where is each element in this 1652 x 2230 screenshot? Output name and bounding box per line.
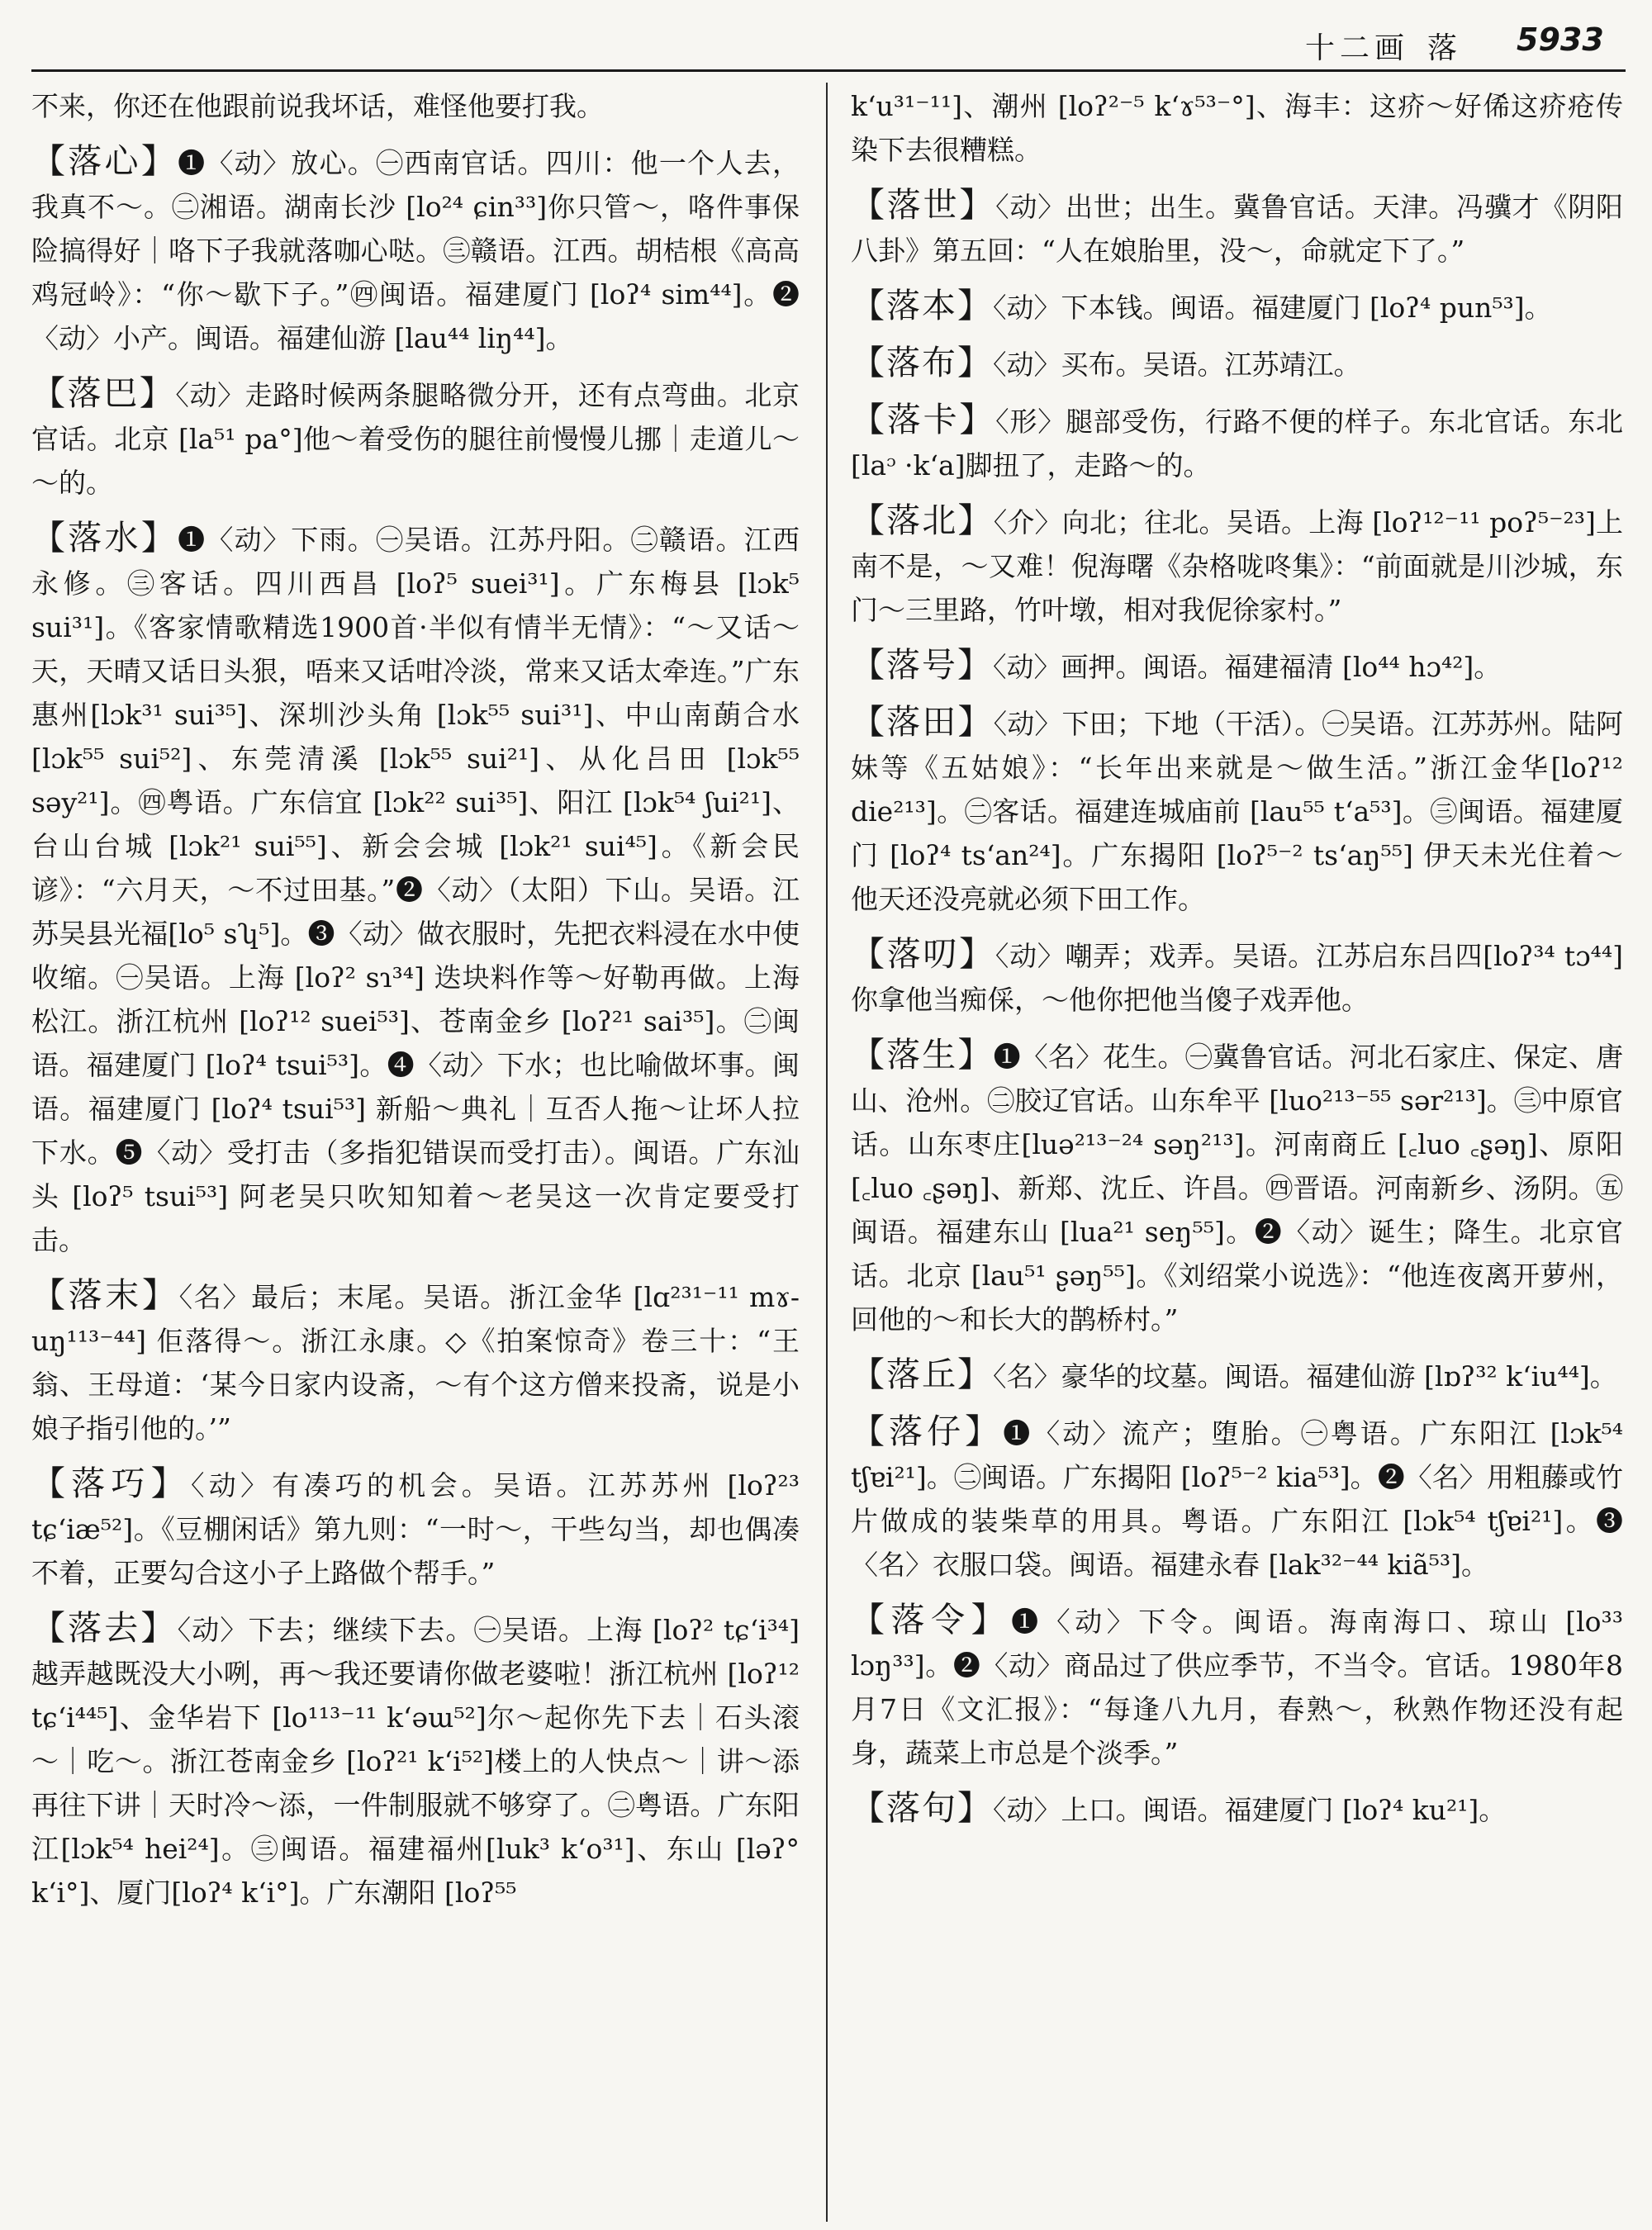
continuation-text: 不来，你还在他跟前说我坏话，难怪他要打我。 <box>31 90 604 122</box>
entry-headword: 【落水】 <box>31 518 178 558</box>
entry-luoqu <box>31 1606 800 1914</box>
entry-headword: 【落巧】 <box>31 1464 192 1503</box>
entry-headword: 【落卡】 <box>851 400 996 439</box>
page-number: 5933 <box>1517 21 1604 58</box>
section-label: 十二画 <box>1305 31 1410 65</box>
entry-headword: 【落丘】 <box>851 1355 993 1394</box>
entry-luobei <box>851 499 1623 632</box>
entry-text: 〈动〉下去；继续下去。㊀吴语。上海 [loʔ² tɕʻi³⁴] 越弄越既没大小咧，再～我还要请你做老婆啦！浙江杭州 [loʔ¹² tɕʻi⁴⁴⁵]、金华岩下 [lo¹¹³⁻¹¹ kʻəɯ⁵²]尔～起你先下去｜石头滚～｜吃～。浙江苍南金乡 [loʔ²¹ kʻi⁵²]楼上的人快点～｜讲～添再往下讲｜天时冷～添，一件制服就不够穿了。㊁粤语。广东阳江[lɔk⁵⁴ hei²⁴]。㊂闽语。福建福州[luk³ kʻo³¹]、东山 [ləʔ° kʻi°]、厦门[loʔ⁴ kʻi°]。广东潮阳 [loʔ⁵⁵ <box>31 1614 800 1909</box>
entry-luotian <box>851 700 1623 921</box>
entry-headword: 【落本】 <box>851 286 993 325</box>
entry-luoju <box>851 1786 1623 1832</box>
entry-headword: 【落仔】 <box>851 1412 1004 1451</box>
entry-text: ❶〈动〉下雨。㊀吴语。江苏丹阳。㊁赣语。江西永修。㊂客话。四川西昌 [loʔ⁵ suei³¹]。广东梅县 [lɔk⁵ sui³¹]。《客家情歌精选1900首·半似有情半无情》：“～又话～天，天晴又话日头狠，唔来又话咁冷淡，常来又话太牵连。”广东惠州[lɔk³¹ sui³⁵]、深圳沙头角 [lɔk⁵⁵ sui³¹]、中山南蓢合水 [lɔk⁵⁵ sui⁵²]、东莞清溪 [lɔk⁵⁵ sui²¹]、从化吕田 [lɔk⁵⁵ səy²¹]。㊃粤语。广东信宜 [lɔk²² sui³⁵]、阳江 [lɔk⁵⁴ ʃui²¹]、台山台城 [lɔk²¹ sui⁵⁵]、新会会城 [lɔk²¹ sui⁴⁵]。《新会民谚》：“六月天，～不过田基。”❷〈动〉（太阳）下山。吴语。江苏吴县光福[lo⁵ sʮ⁵]。❸〈动〉做衣服时，先把衣料浸在水中使收缩。㊀吴语。上海 [loʔ² sɿ³⁴] 迭块料作等～好勒再做。上海松江。浙江杭州 [loʔ¹² suei⁵³]、苍南金乡 [loʔ²¹ sai³⁵]。㊁闽语。福建厦门 [loʔ⁴ tsui⁵³]。❹〈动〉下水；也比喻做坏事。闽语。福建厦门 [loʔ⁴ tsui⁵³] 新船～典礼｜互否人拖～让坏人拉下水。❺〈动〉受打击（多指犯错误而受打击）。闽语。广东汕头 [loʔ⁵ tsui⁵³] 阿老吴只吹知知着～老吴这一次肯定要受打击。 <box>31 524 800 1256</box>
entry-luozai <box>851 1410 1623 1587</box>
entry-text: 〈动〉画押。闽语。福建福清 [lo⁴⁴ hɔ⁴²]。 <box>993 651 1502 683</box>
entry-text: ❶〈动〉流产；堕胎。㊀粤语。广东阳江 [lɔk⁵⁴ tʃɐi²¹]。㊁闽语。广东揭阳 [loʔ⁵⁻² kia⁵³]。❷〈名〉用粗藤或竹片做成的装柴草的用具。粤语。广东阳江 [lɔk⁵⁴ tʃɐi²¹]。❸〈名〉衣服口袋。闽语。福建永春 [lak³²⁻⁴⁴ kiã⁵³]。 <box>851 1417 1624 1581</box>
entry-text: ❶〈动〉放心。㊀西南官话。四川：他一个人去，我真不～。㊁湘语。湖南长沙 [lo²⁴ ɕin³³]你只管～，咯件事保险搞得好｜咯下子我就落咖心哒。㊂赣语。江西。胡桔根《高高鸡冠岭》：“你～歇下子。”㊃闽语。福建厦门 [loʔ⁴ sim⁴⁴]。❷〈动〉小产。闽语。福建仙游 [lau⁴⁴ liŋ⁴⁴]。 <box>31 147 800 354</box>
entry-text: 〈动〉下本钱。闽语。福建厦门 [loʔ⁴ pun⁵³]。 <box>993 292 1552 324</box>
entry-luoshui <box>31 516 800 1262</box>
header-rule <box>31 69 1626 72</box>
entry-headword: 【落句】 <box>851 1788 993 1828</box>
entry-headword: 【落心】 <box>31 141 178 181</box>
entry-luodao <box>851 932 1623 1022</box>
entry-luoxin <box>31 140 800 360</box>
entry-text: 〈动〉买布。吴语。江苏靖江。 <box>993 349 1361 381</box>
entry-headword: 【落北】 <box>851 501 994 540</box>
entry-luosheng <box>851 1033 1623 1341</box>
entry-headword: 【落末】 <box>31 1275 179 1315</box>
entry-headword: 【落令】 <box>851 1600 1012 1639</box>
entry-luoba <box>31 372 800 505</box>
entry-text: 〈动〉嘲弄；戏弄。吴语。江苏启东吕四[loʔ³⁴ tɔ⁴⁴]你拿他当痴倸，～他你把他当傻子戏弄他。 <box>851 940 1624 1016</box>
entry-text: 〈名〉豪华的坟墓。闽语。福建仙游 [lɒʔ³² kʻiu⁴⁴]。 <box>993 1360 1617 1393</box>
entry-headword: 【落生】 <box>851 1035 994 1075</box>
entry-headword: 【落世】 <box>851 185 996 225</box>
entry-text: 〈动〉上口。闽语。福建厦门 [loʔ⁴ ku²¹]。 <box>993 1794 1507 1826</box>
entry-text: 〈动〉有凑巧的机会。吴语。江苏苏州 [loʔ²³ tɕʻiæ⁵²]。《豆棚闲话》第九则：“一时～，干些勾当，却也偶凑不着，正要勾合这小子上路做个帮手。” <box>31 1469 800 1589</box>
right-column <box>851 83 1623 1843</box>
entry-text: ❶〈动〉下令。闽语。海南海口、琼山 [lo³³ lɔŋ³³]。❷〈动〉商品过了供应季节，不当令。官话。1980年8月7日《文汇报》：“每逢八九月，春熟～，秋熟作物还没有起身，蔬菜上市总是个淡季。” <box>851 1606 1623 1769</box>
entry-text: ❶〈名〉花生。㊀冀鲁官话。河北石家庄、保定、唐山、沧州。㊁胶辽官话。山东牟平 [luo²¹³⁻⁵⁵ sər²¹³]。㊂中原官话。山东枣庄[luə²¹³⁻²⁴ səŋ²¹³]。河南商丘 [꜀luo ꜀ʂəŋ]、原阳 [꜀luo ꜀ʂəŋ]、新郑、沈丘、许昌。㊃晋语。河南新乡、汤阴。㊄闽语。福建东山 [lua²¹ seŋ⁵⁵]。❷〈动〉诞生；降生。北京官话。北京 [lau⁵¹ ʂəŋ⁵⁵]。《刘绍棠小说选》：“他连夜离开萝州，回他的～和长大的鹊桥村。” <box>851 1041 1624 1336</box>
column-divider <box>826 83 828 2222</box>
entry-luoling <box>851 1598 1623 1775</box>
entry-headword: 【落巴】 <box>31 373 176 413</box>
entry-headword: 【落去】 <box>31 1608 178 1648</box>
entry-luohao <box>851 643 1623 689</box>
entry-text: 〈介〉向北；往北。吴语。上海 [loʔ¹²⁻¹¹ poʔ⁵⁻²³]上南不是，～又难！倪海曙《杂格咙咚集》：“前面就是川沙城，东门～三里路，竹叶墩，相对我伲徐家村。” <box>851 506 1624 626</box>
entry-luoqiu <box>851 1353 1623 1398</box>
entry-luomo <box>31 1274 800 1450</box>
entry-luoshi <box>851 183 1623 273</box>
entry-luoqiao <box>31 1462 800 1595</box>
entry-luoka <box>851 398 1623 487</box>
entry-headword: 【落叨】 <box>851 934 995 974</box>
entry-headword: 【落布】 <box>851 343 993 382</box>
left-column <box>31 83 800 1926</box>
entry-text: 〈名〉最后；末尾。吴语。浙江金华 [lɑ²³¹⁻¹¹ mɤ-uŋ¹¹³⁻⁴⁴] 佢落得～。浙江永康。◇《拍案惊奇》卷三十：“王翁、王母道：‘某今日家内设斋，～有个这方僧来投斋，说是小娘子指引他的。’” <box>31 1281 800 1445</box>
entry-headword: 【落号】 <box>851 645 993 685</box>
header-headword: 落 <box>1427 31 1458 65</box>
entry-luobu <box>851 341 1623 387</box>
entry-luoben <box>851 284 1623 330</box>
continuation-text: kʻu³¹⁻¹¹]、潮州 [loʔ²⁻⁵ kʻɤ⁵³⁻°]、海丰：这疥～好俙这疥疮传染下去很糟糕。 <box>851 90 1623 166</box>
entry-text: 〈动〉出世；出生。冀鲁官话。天津。冯骥才《阴阳八卦》第五回：“人在娘胎里，没～，命就定下了。” <box>851 191 1624 267</box>
entry-text: 〈动〉走路时候两条腿略微分开，还有点弯曲。北京官话。北京 [la⁵¹ pa°]他～着受伤的腿往前慢慢儿挪｜走道儿～～的。 <box>31 379 800 499</box>
entry-headword: 【落田】 <box>851 702 994 742</box>
entry-text: 〈形〉腿部受伤，行路不便的样子。东北官话。东北 [laᵓ ·kʻa]脚扭了，走路～的。 <box>851 406 1624 482</box>
entry-text: 〈动〉下田；下地（干活）。㊀吴语。江苏苏州。陆阿妹等《五姑娘》：“长年出来就是～做生活。”浙江金华[loʔ¹² die²¹³]。㊁客话。福建连城庙前 [lau⁵⁵ tʻa⁵³]。㊂闽语。福建厦门 [loʔ⁴ tsʻan²⁴]。广东揭阳 [loʔ⁵⁻² tsʻaŋ⁵⁵] 伊天未光住着～他天还没亮就必须下田工作。 <box>851 708 1624 915</box>
